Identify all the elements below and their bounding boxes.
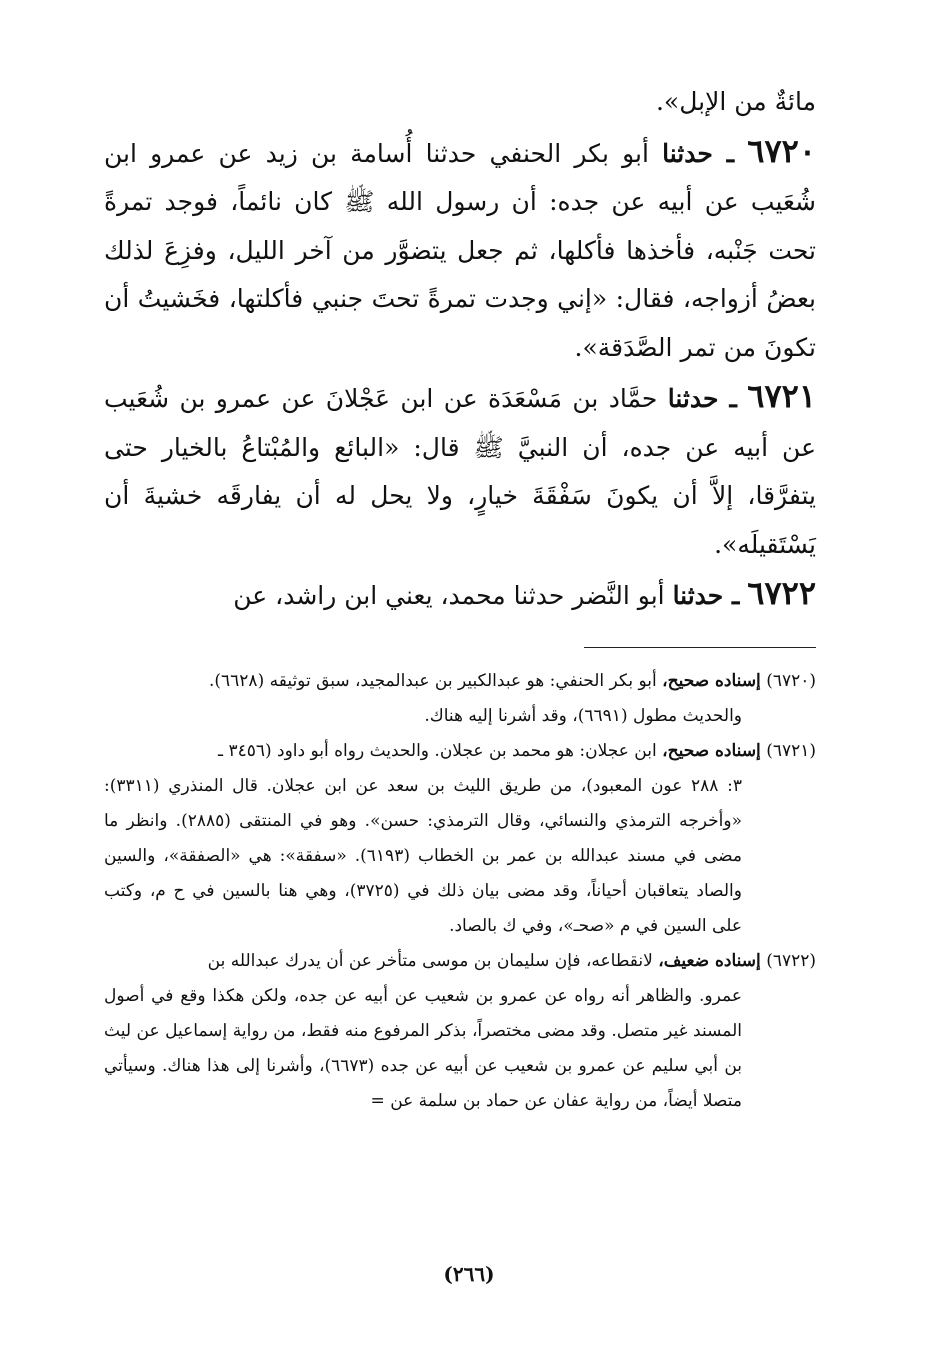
hadith-6722 xyxy=(104,569,816,621)
hadith-text: حمَّاد بن مَسْعَدَة عن ابن عَجْلانَ عن عمرو بن شُعَيب عن أبيه عن جده، أن النبيَّ ﷺ قال: «البائع والمُبْتاعُ بالخيار حتى يتفرَّقا، إلاَّ أن يكونَ سَفْقَةَ خيارٍ، ولا يحل له أن يفارقَه خشيةَ أن يَسْتَقيلَه». xyxy=(104,384,816,559)
hadith-number: ٦٧٢١ xyxy=(747,377,817,415)
footnote-first-line: أبو بكر الحنفي: هو عبدالكبير بن عبدالمجيد، سبق توثيقه (٦٦٢٨). xyxy=(208,670,657,691)
footnote-6720 xyxy=(104,664,816,734)
footnote-first-line: لانقطاعه، فإن سليمان بن موسى متأخر عن أن يدرك عبدالله بن xyxy=(207,950,653,971)
hadith-6720 xyxy=(104,127,816,373)
footnote-lead: إسناده صحيح، xyxy=(662,670,761,691)
footnotes xyxy=(104,664,816,1119)
hadith-text: أبو بكر الحنفي حدثنا أُسامة بن زيد عن عمرو ابن شُعَيب عن أبيه عن جده: أن رسول الله ﷺ كان نائماً، فوجد تمرةً تحت جَنْبه، فأخذها فأكلها، ثم جعل يتضوَّر من آخر الليل، وفزِعَ لذلك بعضُ أزواجه، فقال: «إني وجدت تمرةً تحتَ جنبي فأكلتها، فخَشيتُ أن تكونَ من تمر الصَّدَقة». xyxy=(104,138,816,362)
main-text xyxy=(104,78,816,621)
footnote-separator xyxy=(584,647,816,648)
footnote-ref: (٦٧٢٢) xyxy=(766,950,816,971)
hadith-lead: ـ حدثنا xyxy=(662,138,735,168)
footnote-continuation: والحديث مطول (٦٦٩١)، وقد أشرنا إليه هناك. xyxy=(424,705,742,726)
hadith-number: ٦٧٢٢ xyxy=(747,574,816,612)
footnote-6722 xyxy=(104,944,816,1119)
footnote-ref: (٦٧٢١) xyxy=(766,740,816,761)
footnote-6721 xyxy=(104,734,816,944)
hadith-lead: ـ حدثنا xyxy=(672,581,740,610)
footnote-lead: إسناده صحيح، xyxy=(662,740,761,761)
footnote-continuation: عمرو. والظاهر أنه رواه عن عمرو بن شعيب عن أبيه عن جده، ولكن هكذا وقع في أصول المسند غير متصل. وقد مضى مختصراً، بذكر المرفوع منه فقط، من رواية إسماعيل عن ليث بن أبي سليم عن عمرو بن شعيب عن أبيه عن جده (٦٦٧٣)، وأشرنا إلى هذا هناك. وسيأتي متصلا أيضاً، من رواية عفان عن حماد بن سلمة عن = xyxy=(104,985,742,1111)
footnote-lead: إسناده ضعيف، xyxy=(658,950,761,971)
hadith-6721 xyxy=(104,372,816,569)
hadith-number: ٦٧٢٠ xyxy=(747,131,817,170)
intro-line: مائةٌ من الإبل». xyxy=(655,87,816,116)
hadith-lead: ـ حدثنا xyxy=(667,384,737,413)
footnote-continuation: ٣: ٢٨٨ عون المعبود)، من طريق الليث بن سعد عن ابن عجلان. قال المنذري (٣٣١١): «وأخرجه الترمذي والنسائي، وقال الترمذي: حسن». وهو في المنتقى (٢٨٨٥). وانظر ما مضى في مسند عبدالله بن عمر بن الخطاب (٦١٩٣). «سفقة»: هي «الصفقة»، والسين والصاد يتعاقبان أحياناً، وقد مضى بيان ذلك في (٣٧٢٥)، وهي هنا بالسين في ح م، وكتب على السين في م «صحـ»، وفي ك بالصاد. xyxy=(104,775,743,936)
footnote-ref: (٦٧٢٠) xyxy=(766,670,816,691)
footnote-first-line: ابن عجلان: هو محمد بن عجلان. والحديث رواه أبو داود (٣٤٥٦ ـ xyxy=(218,740,657,761)
hadith-text: أبو النَّضر حدثنا محمد، يعني ابن راشد، عن xyxy=(233,581,665,610)
page-number: (٢٦٦) xyxy=(443,1262,495,1286)
